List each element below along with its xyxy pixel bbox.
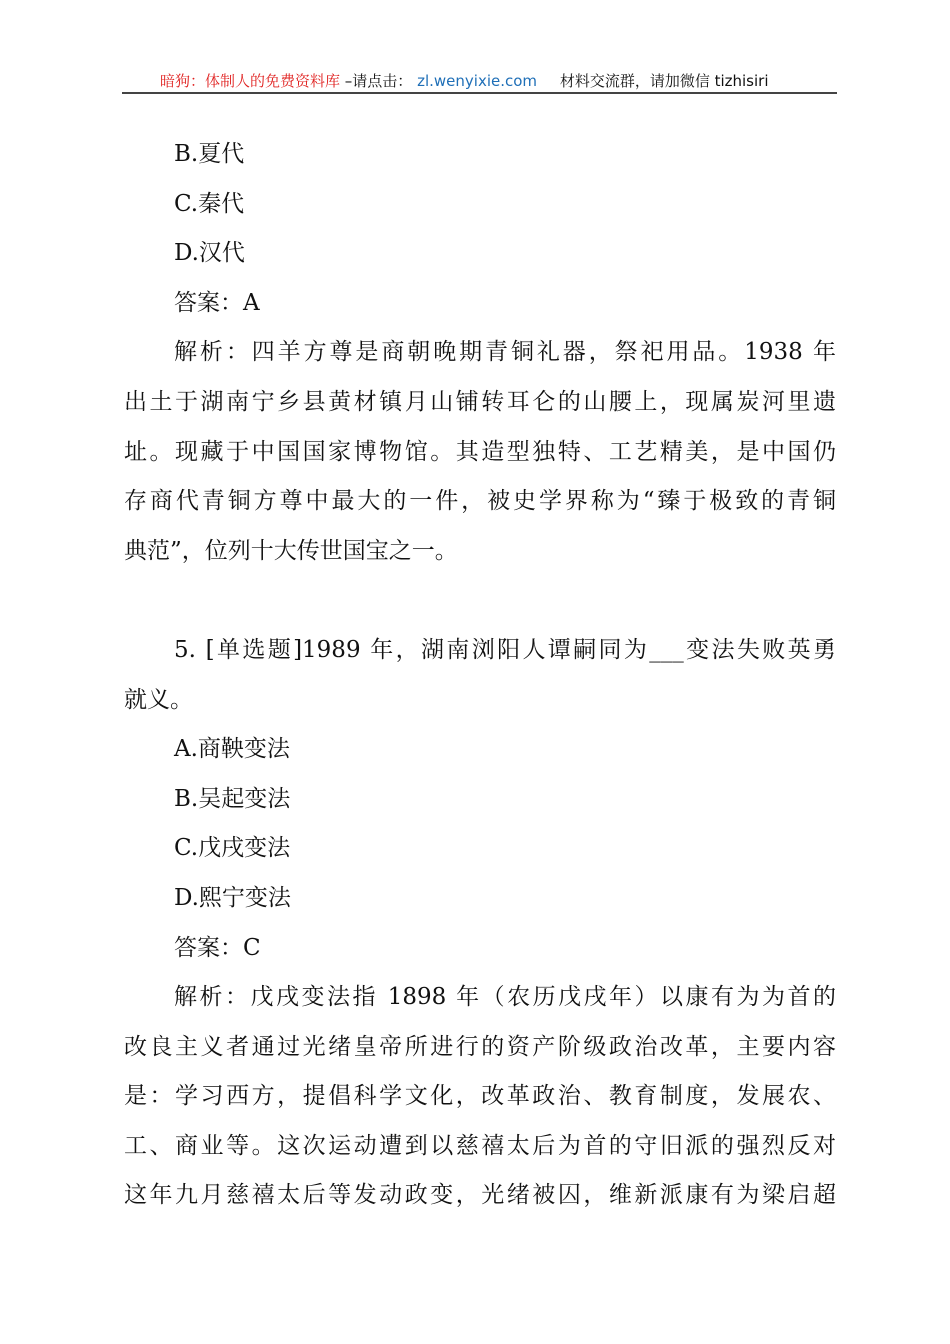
header-note: 材料交流群，请加微信 tizhisiri bbox=[559, 72, 769, 90]
q4-analysis-line: 址。现藏于中国国家博物馆。其造型独特、工艺精美，是中国仍 bbox=[124, 438, 836, 465]
q5-option-d: D.熙宁变法 bbox=[174, 884, 291, 911]
q4-option-d: D.汉代 bbox=[174, 240, 245, 267]
document-body bbox=[124, 130, 836, 1221]
spacer bbox=[124, 576, 836, 626]
q4-analysis-line: 解析：四羊方尊是商朝晚期青铜礼器，祭祀用品。1938 年 bbox=[174, 339, 836, 366]
q5-question-line: 就义。 bbox=[124, 686, 193, 713]
q5-analysis-line: 解析：戊戌变法指 1898 年（农历戊戌年）以康有为为首的 bbox=[174, 984, 836, 1011]
q5-option-a: A.商鞅变法 bbox=[174, 736, 290, 763]
q5-option-c: C.戊戌变法 bbox=[174, 835, 291, 862]
q5-analysis-line: 是：学习西方，提倡科学文化，改革政治、教育制度，发展农、 bbox=[124, 1083, 836, 1110]
site-link[interactable]: zl.wenyixie.com bbox=[417, 72, 538, 90]
q5-question-line: 5. [单选题]1989 年，湖南浏阳人谭嗣同为___变法失败英勇 bbox=[174, 636, 836, 663]
q4-analysis-line: 典范”，位列十大传世国宝之一。 bbox=[124, 537, 458, 564]
q4-answer: 答案：A bbox=[174, 289, 260, 316]
q5-analysis-line: 改良主义者通过光绪皇帝所进行的资产阶级政治改革，主要内容 bbox=[124, 1033, 836, 1060]
q4-option-c: C.秦代 bbox=[174, 190, 245, 217]
q5-answer: 答案：C bbox=[174, 934, 261, 961]
page-header bbox=[122, 68, 837, 94]
q5-analysis-line: 工、商业等。这次运动遭到以慈禧太后为首的守旧派的强烈反对 bbox=[124, 1132, 836, 1159]
header-prompt: –请点击： bbox=[344, 72, 413, 90]
q4-option-b: B.夏代 bbox=[174, 141, 245, 167]
q4-analysis-line: 存商代青铜方尊中最大的一件，被史学界称为“臻于极致的青铜 bbox=[124, 488, 836, 515]
q5-analysis-line: 这年九月慈禧太后等发动政变，光绪被囚，维新派康有为梁启超 bbox=[124, 1182, 836, 1209]
site-name: 暗狗：体制人的免费资料库 bbox=[160, 72, 341, 90]
q4-analysis-line: 出土于湖南宁乡县黄材镇月山铺转耳仑的山腰上，现属炭河里遗 bbox=[124, 388, 836, 415]
q5-option-b: B.吴起变法 bbox=[174, 785, 291, 812]
